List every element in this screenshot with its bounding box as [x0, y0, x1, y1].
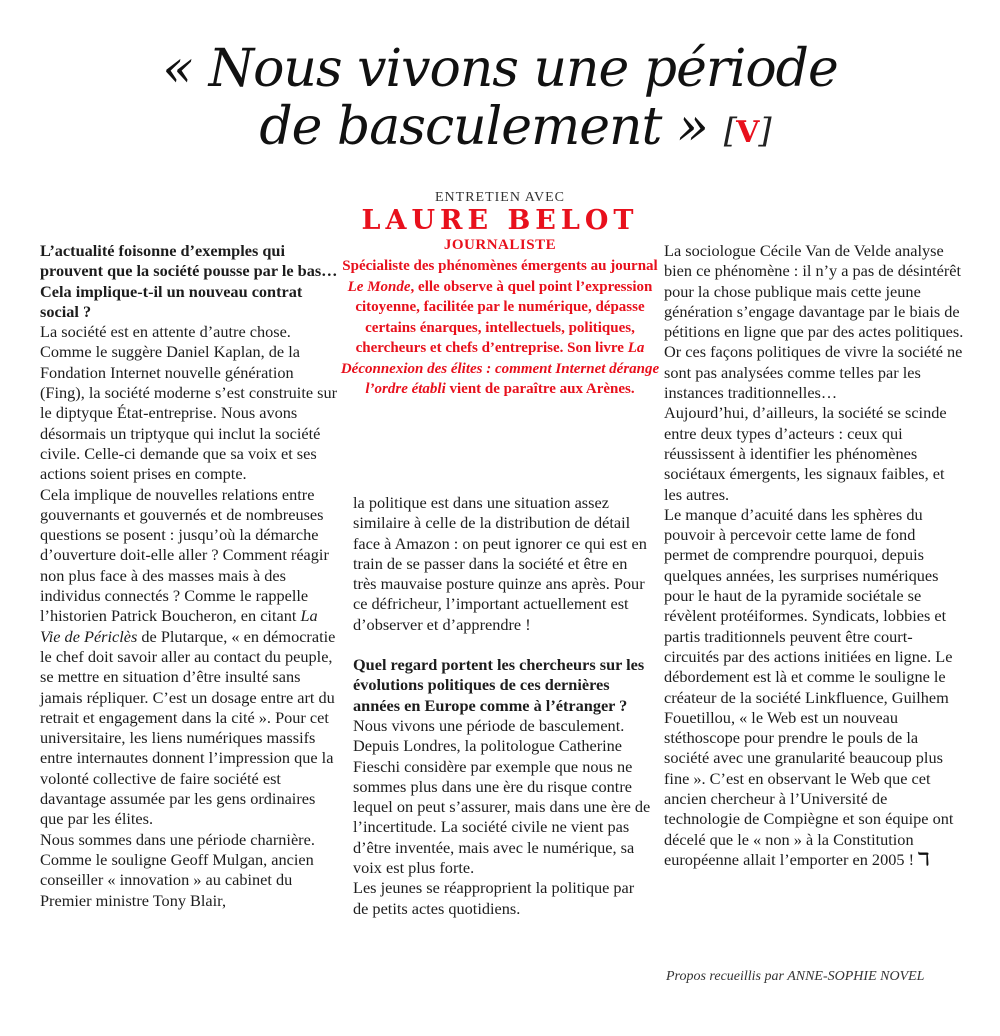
desc-part-2: , elle observe à quel point l’expression citoyenne, facilitée par le numérique, dépasse certains énarques, intellectuels, politiques, chercheurs et chefs d’entreprise. Son livre — [355, 278, 653, 356]
article-column-1 — [40, 241, 340, 911]
interview-kicker: ENTRETIEN AVEC — [434, 190, 565, 205]
answer-text: de Plutarque, « en démocratie le chef doit savoir aller au contact du peuple, se mettre en situation d’être insulté sans jamais répliquer. C’est un dosage entre art du retrait et engagement dans la cité ». Pour cet universitaire, les liens numériques massifs entre internautes donnent l’impression que la volonté collective de faire société est davantage assumée par les gens ordinaires que par les élites. — [40, 626, 336, 829]
article-column-3 — [664, 241, 964, 870]
interviewee-description — [340, 256, 660, 400]
book-title: La Vie de Périclès — [40, 606, 318, 646]
interviewee-role: JOURNALISTE — [443, 237, 557, 253]
interview-intro — [340, 190, 660, 400]
answer-text: Cela implique de nouvelles relations entre gouvernants et gouvernés et de nombreuses questions se posent : jusqu’où la démarche d’ouverture doit-elle aller ? Comment réagir non plus face à des masses mais à des individus connectés ? Comme le rappelle l’historien Patrick Boucheron, en citant — [40, 484, 329, 626]
article-title — [0, 40, 1000, 162]
section-tag-close-bracket: ] — [758, 111, 771, 151]
answer-paragraph: Aujourd’hui, d’ailleurs, la société se scinde entre deux types d’acteurs : ceux qui réussissent à identifier les phénomènes sociétaux émergents, les signaux faibles, et les autres. — [664, 403, 947, 504]
desc-part-3: vient de paraître aux Arènes. — [445, 381, 635, 397]
answer-paragraph: Nous sommes dans une période charnière. Comme le souligne Geoff Mulgan, ancien conseiller « innovation » au cabinet du Premier ministre Tony Blair, — [40, 829, 315, 910]
answer-paragraph: la politique est dans une situation assez similaire à celle de la distribution de détail face à Amazon : on peut ignorer ce qui est en train de se passer dans la société et être en très mauvaise posture quinze ans après. Pour ce défricheur, l’important actuellement est d’observer et d’apprendre ! — [353, 493, 647, 634]
desc-newspaper-name: Le Monde — [347, 278, 411, 295]
answer-paragraph: La sociologue Cécile Van de Velde analyse bien ce phénomène : il n’y a pas de désintérêt pour la chose publique mais cette jeune génération s’engage davantage par le biais de pétitions en ligne que par des actes politiques. Or ces façons politiques de vivre la société ne sont pas analysées comme telles par les instances traditionnelles… — [664, 241, 964, 403]
section-tag-open-bracket: [ — [723, 111, 737, 151]
desc-book-title: La Déconnexion des élites : comment Internet dérange l’ordre établi — [340, 340, 660, 397]
interview-question-1: L’actualité foisonne d’exemples qui prouvent que la société pousse par le bas… Cela implique-t-il un nouveau contrat social ? — [40, 241, 338, 321]
article-credit: Propos recueillis par ANNE-SOPHIE NOVEL — [666, 969, 925, 984]
article-column-2 — [353, 493, 653, 919]
end-of-article-icon: ℸ — [917, 848, 930, 870]
answer-paragraph: Les jeunes se réapproprient la politique par de petits actes quotidiens. — [353, 878, 635, 918]
answer-text: Le manque d’acuité dans les sphères du pouvoir à percevoir cette lame de fond permet de comprendre pourquoi, depuis quelques années, les surprises numériques pour le haut de la pyramide sociétale se révèlent protéiformes. Syndicats, lobbies et partis traditionnels peuvent être court-circuités par des actions initiées en ligne. Le débordement est là et comme le souligne le créateur de la société Linkfluence, Guilhem Fouetillou, « le Web est un nouveau stéthoscope pour prendre le pouls de la société avec une granularité beaucoup plus fine ». C’est en observant le Web que cet ancien chercheur à l’Université de technologie de Compiègne et son équipe ont décelé que le « non » à la Constitution européenne allait l’emporter en 2005 ! — [664, 504, 954, 869]
answer-paragraph: Nous vivons une période de basculement. Depuis Londres, la politologue Catherine Fieschi considère par exemple que nous ne sommes plus dans une ère du risque contre lequel on peut s’assurer, mais dans une ère de l’incertitude. La société civile ne vient pas d’être inventée, mais avec le numérique, sa voix est plus forte. — [353, 715, 651, 878]
answer-paragraph — [664, 505, 964, 870]
section-tag-letter: V — [736, 115, 759, 150]
interview-question-2: Quel regard portent les chercheurs sur les évolutions politiques de ces dernières années en Europe comme à l’étranger ? — [353, 655, 645, 715]
desc-part-1: Spécialiste des phénomènes émergents au journal — [342, 258, 658, 274]
title-line-2 — [0, 98, 1000, 162]
title-line-2-text: de basculement » — [259, 97, 708, 157]
answer-paragraph — [40, 485, 340, 830]
interviewee-name: LAURE BELOT — [361, 205, 639, 236]
title-line-1: « Nous vivons une période — [162, 39, 838, 99]
section-tag — [724, 111, 771, 151]
answer-paragraph: La société est en attente d’autre chose. Comme le suggère Daniel Kaplan, de la Fondation Internet nouvelle génération (Fing), la société moderne s’est construite sur le diptyque État-entreprise. Nous avons désormais un triptyque qui inclut la société civile. Celle-ci demande que sa voix et ses actions soient prises en compte. — [40, 322, 338, 484]
